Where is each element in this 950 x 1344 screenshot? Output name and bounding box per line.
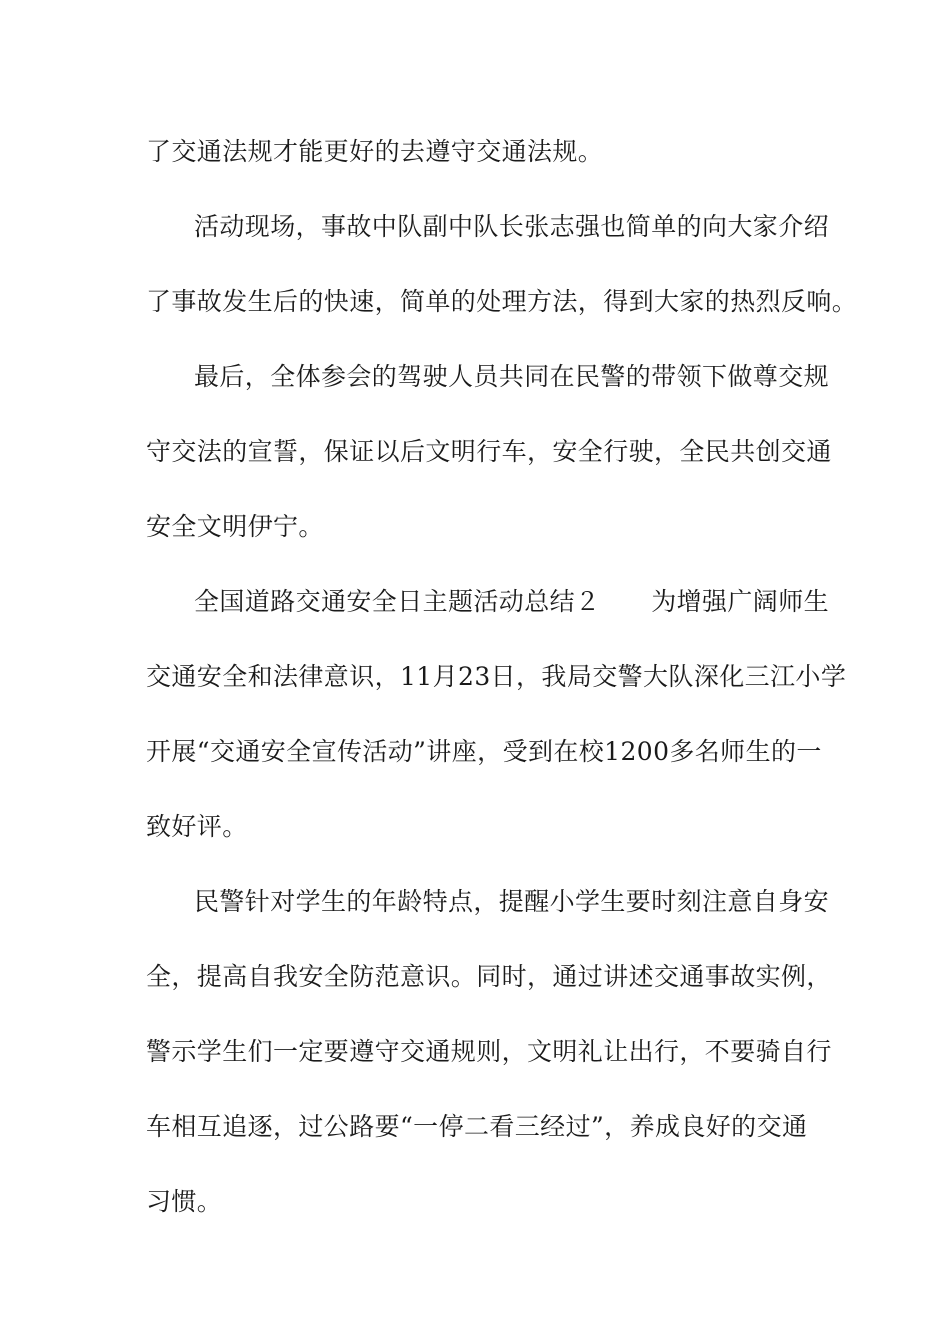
text-line-13: 警示学生们一定要遵守交通规则，文明礼让出行，不要骑自行 xyxy=(146,1037,832,1066)
text-line-6: 安全文明伊宁。 xyxy=(146,512,324,541)
text-line-2: 活动现场，事故中队副中队长张志强也简单的向大家介绍 xyxy=(194,212,830,241)
text-line-7: 全国道路交通安全日主题活动总结２ 为增强广阔师生 xyxy=(194,587,830,616)
text-line-1: 了交通法规才能更好的去遵守交通法规。 xyxy=(146,137,604,166)
text-line-11: 民警针对学生的年龄特点，提醒小学生要时刻注意自身安 xyxy=(194,887,830,916)
text-line-4: 最后，全体参会的驾驶人员共同在民警的带领下做尊交规 xyxy=(194,362,830,391)
text-line-12: 全，提高自我安全防范意识。同时，通过讲述交通事故实例， xyxy=(146,962,832,991)
text-line-3: 了事故发生后的快速，简单的处理方法，得到大家的热烈反响。 xyxy=(146,287,858,316)
text-line-14: 车相互追逐，过公路要“一停二看三经过”，养成良好的交通 xyxy=(146,1112,808,1141)
text-line-9: 开展“交通安全宣传活动”讲座，受到在校1200多名师生的一 xyxy=(146,737,822,766)
text-line-10: 致好评。 xyxy=(146,812,248,841)
text-line-8: 交通安全和法律意识，11月23日，我局交警大队深化三江小学 xyxy=(146,662,847,691)
text-line-5: 守交法的宣誓，保证以后文明行车，安全行驶，全民共创交通 xyxy=(146,437,832,466)
text-line-15: 习惯。 xyxy=(146,1187,223,1216)
